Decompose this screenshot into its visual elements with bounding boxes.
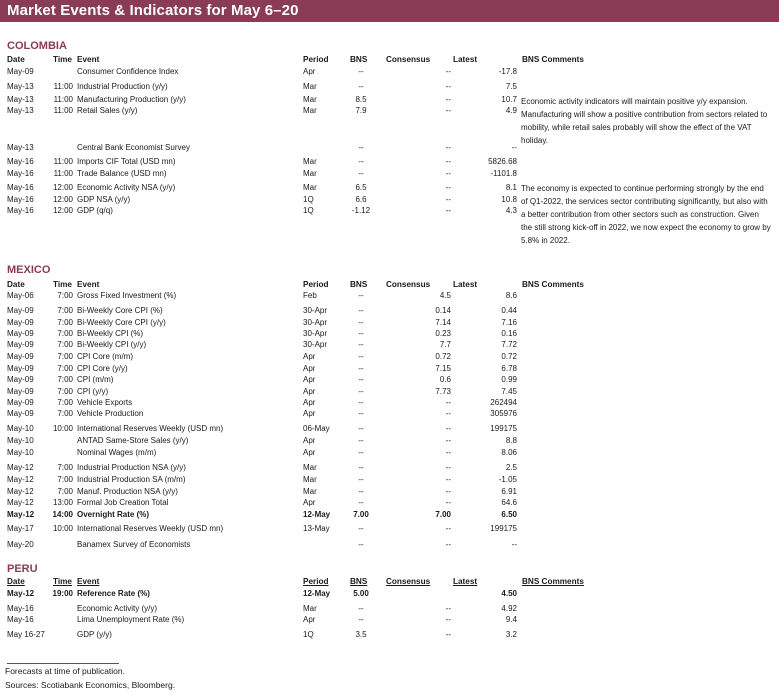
cell-bns: --: [358, 82, 364, 91]
cell-event: ANTAD Same-Store Sales (y/y): [77, 436, 189, 445]
cell-date: May-12: [7, 475, 34, 484]
cell-date: May-16: [7, 604, 34, 613]
footnote-divider: [7, 663, 119, 664]
cell-period: Apr: [303, 364, 316, 373]
cell-time: 7:00: [57, 409, 73, 418]
cell-period: Apr: [303, 615, 316, 624]
cell-date: May-09: [7, 340, 34, 349]
cell-date: May-09: [7, 329, 34, 338]
cell-date: May-09: [7, 352, 34, 361]
cell-bns: --: [358, 329, 364, 338]
cell-period: 1Q: [303, 630, 314, 639]
header-comments: BNS Comments: [522, 577, 584, 586]
cell-bns: --: [358, 615, 364, 624]
header-consensus: Consensus: [386, 577, 431, 586]
cell-bns: --: [358, 364, 364, 373]
cell-latest: 4.50: [501, 589, 517, 598]
cell-period: Apr: [303, 398, 316, 407]
header-consensus: Consensus: [386, 55, 431, 64]
header-event: Event: [77, 55, 100, 64]
cell-event: Central Bank Economist Survey: [77, 143, 190, 152]
cell-period: 1Q: [303, 206, 314, 215]
cell-date: May-09: [7, 387, 34, 396]
cell-consensus: --: [445, 540, 451, 549]
header-event: Event: [77, 280, 100, 289]
cell-bns: --: [358, 540, 364, 549]
cell-consensus: --: [445, 524, 451, 533]
cell-event: CPI (m/m): [77, 375, 114, 384]
cell-date: May-12: [7, 463, 34, 472]
cell-period: 13-May: [303, 524, 330, 533]
cell-period: Apr: [303, 387, 316, 396]
cell-consensus: --: [445, 448, 451, 457]
header-bns: BNS: [350, 55, 368, 64]
cell-event: CPI Core (m/m): [77, 352, 133, 361]
cell-bns: --: [358, 143, 364, 152]
cell-date: May-20: [7, 540, 34, 549]
cell-consensus: --: [445, 183, 451, 192]
cell-bns: --: [358, 436, 364, 445]
cell-time: 14:00: [52, 510, 73, 519]
header-comments: BNS Comments: [522, 280, 584, 289]
cell-period: Mar: [303, 487, 317, 496]
cell-latest: 8.8: [505, 436, 517, 445]
cell-event: Gross Fixed Investment (%): [77, 291, 177, 300]
cell-date: May-16: [7, 169, 34, 178]
section-title-colombia: COLOMBIA: [7, 40, 67, 52]
cell-consensus: --: [445, 436, 451, 445]
cell-bns: --: [358, 424, 364, 433]
cell-latest: 10.8: [501, 195, 517, 204]
cell-event: Bi-Weekly Core CPI (%): [77, 306, 163, 315]
cell-period: Apr: [303, 448, 316, 457]
header-bns: BNS: [350, 577, 368, 586]
cell-consensus: 7.7: [439, 340, 451, 349]
cell-date: May-16: [7, 195, 34, 204]
cell-latest: --: [511, 143, 517, 152]
cell-latest: 6.50: [501, 510, 517, 519]
cell-latest: 10.7: [501, 95, 517, 104]
cell-time: 11:00: [53, 157, 73, 166]
cell-time: 7:00: [57, 375, 73, 384]
cell-period: Feb: [303, 291, 317, 300]
cell-period: Mar: [303, 183, 317, 192]
cell-event: CPI Core (y/y): [77, 364, 128, 373]
header-period: Period: [303, 577, 329, 586]
cell-bns: --: [358, 67, 364, 76]
cell-date: May-12: [7, 487, 34, 496]
cell-event: Economic Activity NSA (y/y): [77, 183, 176, 192]
cell-latest: 64.6: [501, 498, 517, 507]
header-time: Time: [53, 577, 72, 586]
cell-bns: --: [358, 475, 364, 484]
cell-consensus: --: [445, 409, 451, 418]
cell-consensus: 4.5: [439, 291, 451, 300]
cell-bns: 3.5: [355, 630, 367, 639]
cell-period: 12-May: [303, 589, 331, 598]
cell-time: 11:00: [53, 95, 73, 104]
cell-period: Apr: [303, 67, 316, 76]
cell-period: 06-May: [303, 424, 330, 433]
cell-consensus: --: [445, 82, 451, 91]
header-time: Time: [53, 280, 72, 289]
cell-latest: 6.78: [501, 364, 517, 373]
cell-time: 7:00: [57, 340, 73, 349]
cell-period: Mar: [303, 169, 317, 178]
cell-period: 30-Apr: [303, 329, 328, 338]
cell-bns: 8.5: [355, 95, 367, 104]
cell-date: May-16: [7, 206, 34, 215]
cell-consensus: 0.23: [435, 329, 451, 338]
cell-time: 10:00: [52, 424, 73, 433]
cell-consensus: 0.72: [435, 352, 451, 361]
cell-latest: 3.2: [505, 630, 517, 639]
cell-time: 12:00: [52, 195, 73, 204]
cell-period: Mar: [303, 95, 317, 104]
cell-latest: 6.91: [501, 487, 517, 496]
cell-consensus: --: [445, 615, 451, 624]
cell-period: 30-Apr: [303, 306, 328, 315]
cell-latest: 0.44: [501, 306, 517, 315]
cell-consensus: 0.14: [435, 306, 451, 315]
cell-bns: --: [358, 157, 364, 166]
cell-event: Consumer Confidence Index: [77, 67, 179, 76]
cell-bns: --: [358, 463, 364, 472]
cell-event: Bi-Weekly CPI (%): [77, 329, 144, 338]
cell-consensus: --: [445, 206, 451, 215]
cell-time: 7:00: [57, 475, 73, 484]
cell-event: Trade Balance (USD mn): [77, 169, 167, 178]
cell-bns: 5.00: [353, 589, 369, 598]
cell-period: Mar: [303, 82, 317, 91]
cell-consensus: 7.15: [435, 364, 451, 373]
header-latest: Latest: [453, 577, 478, 586]
cell-event: Bi-Weekly Core CPI (y/y): [77, 318, 166, 327]
cell-consensus: --: [445, 630, 451, 639]
cell-latest: 305976: [490, 409, 517, 418]
cell-latest: 5826.68: [488, 157, 517, 166]
cell-consensus: --: [445, 169, 451, 178]
cell-time: 11:00: [53, 169, 73, 178]
cell-time: 7:00: [57, 329, 73, 338]
cell-date: May-09: [7, 318, 34, 327]
cell-period: 30-Apr: [303, 318, 328, 327]
cell-date: May-16: [7, 183, 34, 192]
cell-bns: --: [358, 498, 364, 507]
cell-bns: --: [358, 291, 364, 300]
section-title-peru: PERU: [7, 563, 38, 575]
cell-latest: 199175: [490, 424, 517, 433]
cell-latest: 4.3: [505, 206, 517, 215]
cell-event: International Reserves Weekly (USD mn): [77, 424, 224, 433]
cell-date: May-13: [7, 82, 34, 91]
section-title-mexico: MEXICO: [7, 264, 51, 276]
cell-event: Overnight Rate (%): [77, 510, 150, 519]
footnote-forecasts: Forecasts at time of publication.: [5, 666, 126, 676]
header-comments: BNS Comments: [522, 55, 584, 64]
cell-event: Retail Sales (y/y): [77, 106, 138, 115]
cell-bns: 7.9: [355, 106, 367, 115]
cell-time: 7:00: [57, 387, 73, 396]
cell-event: International Reserves Weekly (USD mn): [77, 524, 224, 533]
cell-latest: 7.5: [505, 82, 517, 91]
cell-time: 10:00: [52, 524, 73, 533]
cell-event: Vehicle Exports: [77, 398, 133, 407]
cell-bns: --: [358, 318, 364, 327]
cell-event: Vehicle Production: [77, 409, 144, 418]
cell-latest: 4.92: [501, 604, 517, 613]
cell-date: May-09: [7, 375, 34, 384]
cell-time: 11:00: [53, 82, 73, 91]
cell-time: 11:00: [53, 106, 73, 115]
cell-bns: --: [358, 448, 364, 457]
cell-date: May-09: [7, 398, 34, 407]
cell-bns: --: [358, 387, 364, 396]
cell-date: May-13: [7, 95, 34, 104]
cell-date: May-12: [7, 498, 34, 507]
cell-latest: 199175: [490, 524, 517, 533]
header-date: Date: [7, 280, 25, 289]
header-latest: Latest: [453, 280, 478, 289]
cell-latest: 8.06: [501, 448, 517, 457]
header-date: Date: [7, 55, 25, 64]
cell-time: 7:00: [57, 398, 73, 407]
cell-consensus: --: [445, 67, 451, 76]
cell-bns: --: [358, 375, 364, 384]
cell-period: Apr: [303, 436, 316, 445]
cell-consensus: --: [445, 463, 451, 472]
cell-date: May-10: [7, 436, 34, 445]
cell-time: 7:00: [57, 487, 73, 496]
cell-consensus: 7.14: [435, 318, 451, 327]
cell-event: Manuf. Production NSA (y/y): [77, 487, 178, 496]
cell-date: May 16-27: [7, 630, 45, 639]
cell-period: 12-May: [303, 510, 331, 519]
cell-event: CPI (y/y): [77, 387, 109, 396]
cell-event: GDP (y/y): [77, 630, 112, 639]
cell-date: May-13: [7, 143, 34, 152]
cell-time: 7:00: [57, 364, 73, 373]
cell-bns: --: [358, 604, 364, 613]
cell-date: May-09: [7, 364, 34, 373]
header-latest: Latest: [453, 55, 478, 64]
cell-latest: -1101.8: [490, 169, 517, 178]
cell-date: May-16: [7, 157, 34, 166]
cell-bns: --: [358, 524, 364, 533]
cell-bns: --: [358, 352, 364, 361]
header-consensus: Consensus: [386, 280, 431, 289]
cell-event: Industrial Production NSA (y/y): [77, 463, 186, 472]
cell-bns: --: [358, 340, 364, 349]
header-bns: BNS: [350, 280, 368, 289]
cell-event: Industrial Production (y/y): [77, 82, 168, 91]
cell-time: 7:00: [57, 463, 73, 472]
cell-consensus: --: [445, 498, 451, 507]
cell-bns: --: [358, 398, 364, 407]
cell-latest: 0.16: [501, 329, 517, 338]
bns-comment: Economic activity indicators will maintain positive y/y expansion. Manufacturing will show a positive contribution from sectors related to mobility, while retail sales probably will show the effect of the VAT holiday.: [521, 97, 768, 145]
cell-latest: 7.16: [501, 318, 517, 327]
cell-time: 12:00: [52, 206, 73, 215]
cell-consensus: 0.6: [439, 375, 451, 384]
cell-latest: 8.6: [505, 291, 517, 300]
cell-period: Apr: [303, 352, 316, 361]
cell-consensus: --: [445, 424, 451, 433]
cell-latest: 8.1: [505, 183, 517, 192]
cell-bns: --: [358, 409, 364, 418]
cell-period: Mar: [303, 604, 317, 613]
cell-consensus: --: [445, 475, 451, 484]
page-title: Market Events & Indicators for May 6–20: [7, 2, 299, 19]
cell-event: Banamex Survey of Economists: [77, 540, 191, 549]
cell-latest: -17.8: [498, 67, 517, 76]
cell-consensus: --: [445, 604, 451, 613]
cell-period: 30-Apr: [303, 340, 328, 349]
title-banner: [0, 0, 779, 22]
cell-bns: 6.6: [355, 195, 367, 204]
cell-consensus: --: [445, 195, 451, 204]
cell-period: 1Q: [303, 195, 314, 204]
header-time: Time: [53, 55, 72, 64]
cell-date: May-09: [7, 306, 34, 315]
cell-event: GDP NSA (y/y): [77, 195, 131, 204]
cell-consensus: 7.73: [435, 387, 451, 396]
cell-period: Apr: [303, 409, 316, 418]
cell-consensus: --: [445, 157, 451, 166]
cell-date: May-10: [7, 448, 34, 457]
cell-date: May-16: [7, 615, 34, 624]
cell-consensus: --: [445, 487, 451, 496]
cell-date: May-09: [7, 67, 34, 76]
cell-consensus: --: [445, 95, 451, 104]
cell-event: Bi-Weekly CPI (y/y): [77, 340, 147, 349]
cell-time: 7:00: [57, 352, 73, 361]
cell-latest: 0.99: [501, 375, 517, 384]
cell-time: 7:00: [57, 306, 73, 315]
cell-latest: 7.45: [501, 387, 517, 396]
cell-latest: --: [511, 540, 517, 549]
cell-date: May-09: [7, 409, 34, 418]
cell-bns: 7.00: [353, 510, 369, 519]
cell-period: Mar: [303, 475, 317, 484]
cell-bns: --: [358, 306, 364, 315]
cell-latest: 0.72: [501, 352, 517, 361]
cell-time: 7:00: [57, 291, 73, 300]
cell-event: Imports CIF Total (USD mn): [77, 157, 176, 166]
footnote-sources: Sources: Scotiabank Economics, Bloomberg.: [5, 680, 176, 690]
cell-date: May-12: [7, 510, 35, 519]
cell-consensus: 7.00: [435, 510, 451, 519]
cell-latest: 9.4: [505, 615, 517, 624]
cell-event: Formal Job Creation Total: [77, 498, 169, 507]
cell-consensus: --: [445, 143, 451, 152]
cell-date: May-12: [7, 589, 35, 598]
header-event: Event: [77, 577, 100, 586]
cell-period: Apr: [303, 498, 316, 507]
header-date: Date: [7, 577, 25, 586]
cell-period: Mar: [303, 106, 317, 115]
header-period: Period: [303, 55, 329, 64]
cell-date: May-06: [7, 291, 34, 300]
cell-event: Industrial Production SA (m/m): [77, 475, 186, 484]
cell-date: May-10: [7, 424, 34, 433]
cell-consensus: --: [445, 106, 451, 115]
cell-event: Economic Activity (y/y): [77, 604, 158, 613]
cell-time: 13:00: [52, 498, 73, 507]
cell-latest: 2.5: [505, 463, 517, 472]
cell-latest: 4.9: [505, 106, 517, 115]
cell-bns: 6.5: [355, 183, 367, 192]
cell-latest: 7.72: [501, 340, 517, 349]
cell-event: Reference Rate (%): [77, 589, 150, 598]
cell-latest: 262494: [490, 398, 517, 407]
cell-time: 7:00: [57, 318, 73, 327]
cell-event: Nominal Wages (m/m): [77, 448, 157, 457]
cell-event: GDP (q/q): [77, 206, 113, 215]
cell-time: 12:00: [52, 183, 73, 192]
cell-event: Manufacturing Production (y/y): [77, 95, 186, 104]
cell-bns: --: [358, 487, 364, 496]
cell-bns: -1.12: [351, 206, 371, 215]
cell-event: Lima Unemployment Rate (%): [77, 615, 185, 624]
cell-date: May-17: [7, 524, 34, 533]
bns-comment: The economy is expected to continue performing strongly by the end of Q1-2022, the services sector contributing significantly, but also with a better contribution from other sectors such as construction. Given the still strong kick-off in 2022, we now expect the economy to grow by 5.8% in 2022.: [521, 184, 771, 245]
cell-period: Apr: [303, 375, 316, 384]
cell-consensus: --: [445, 398, 451, 407]
cell-bns: --: [358, 169, 364, 178]
header-period: Period: [303, 280, 329, 289]
cell-time: 19:00: [52, 589, 73, 598]
cell-latest: -1.05: [498, 475, 517, 484]
cell-period: Mar: [303, 463, 317, 472]
cell-period: Mar: [303, 157, 317, 166]
cell-date: May-13: [7, 106, 34, 115]
